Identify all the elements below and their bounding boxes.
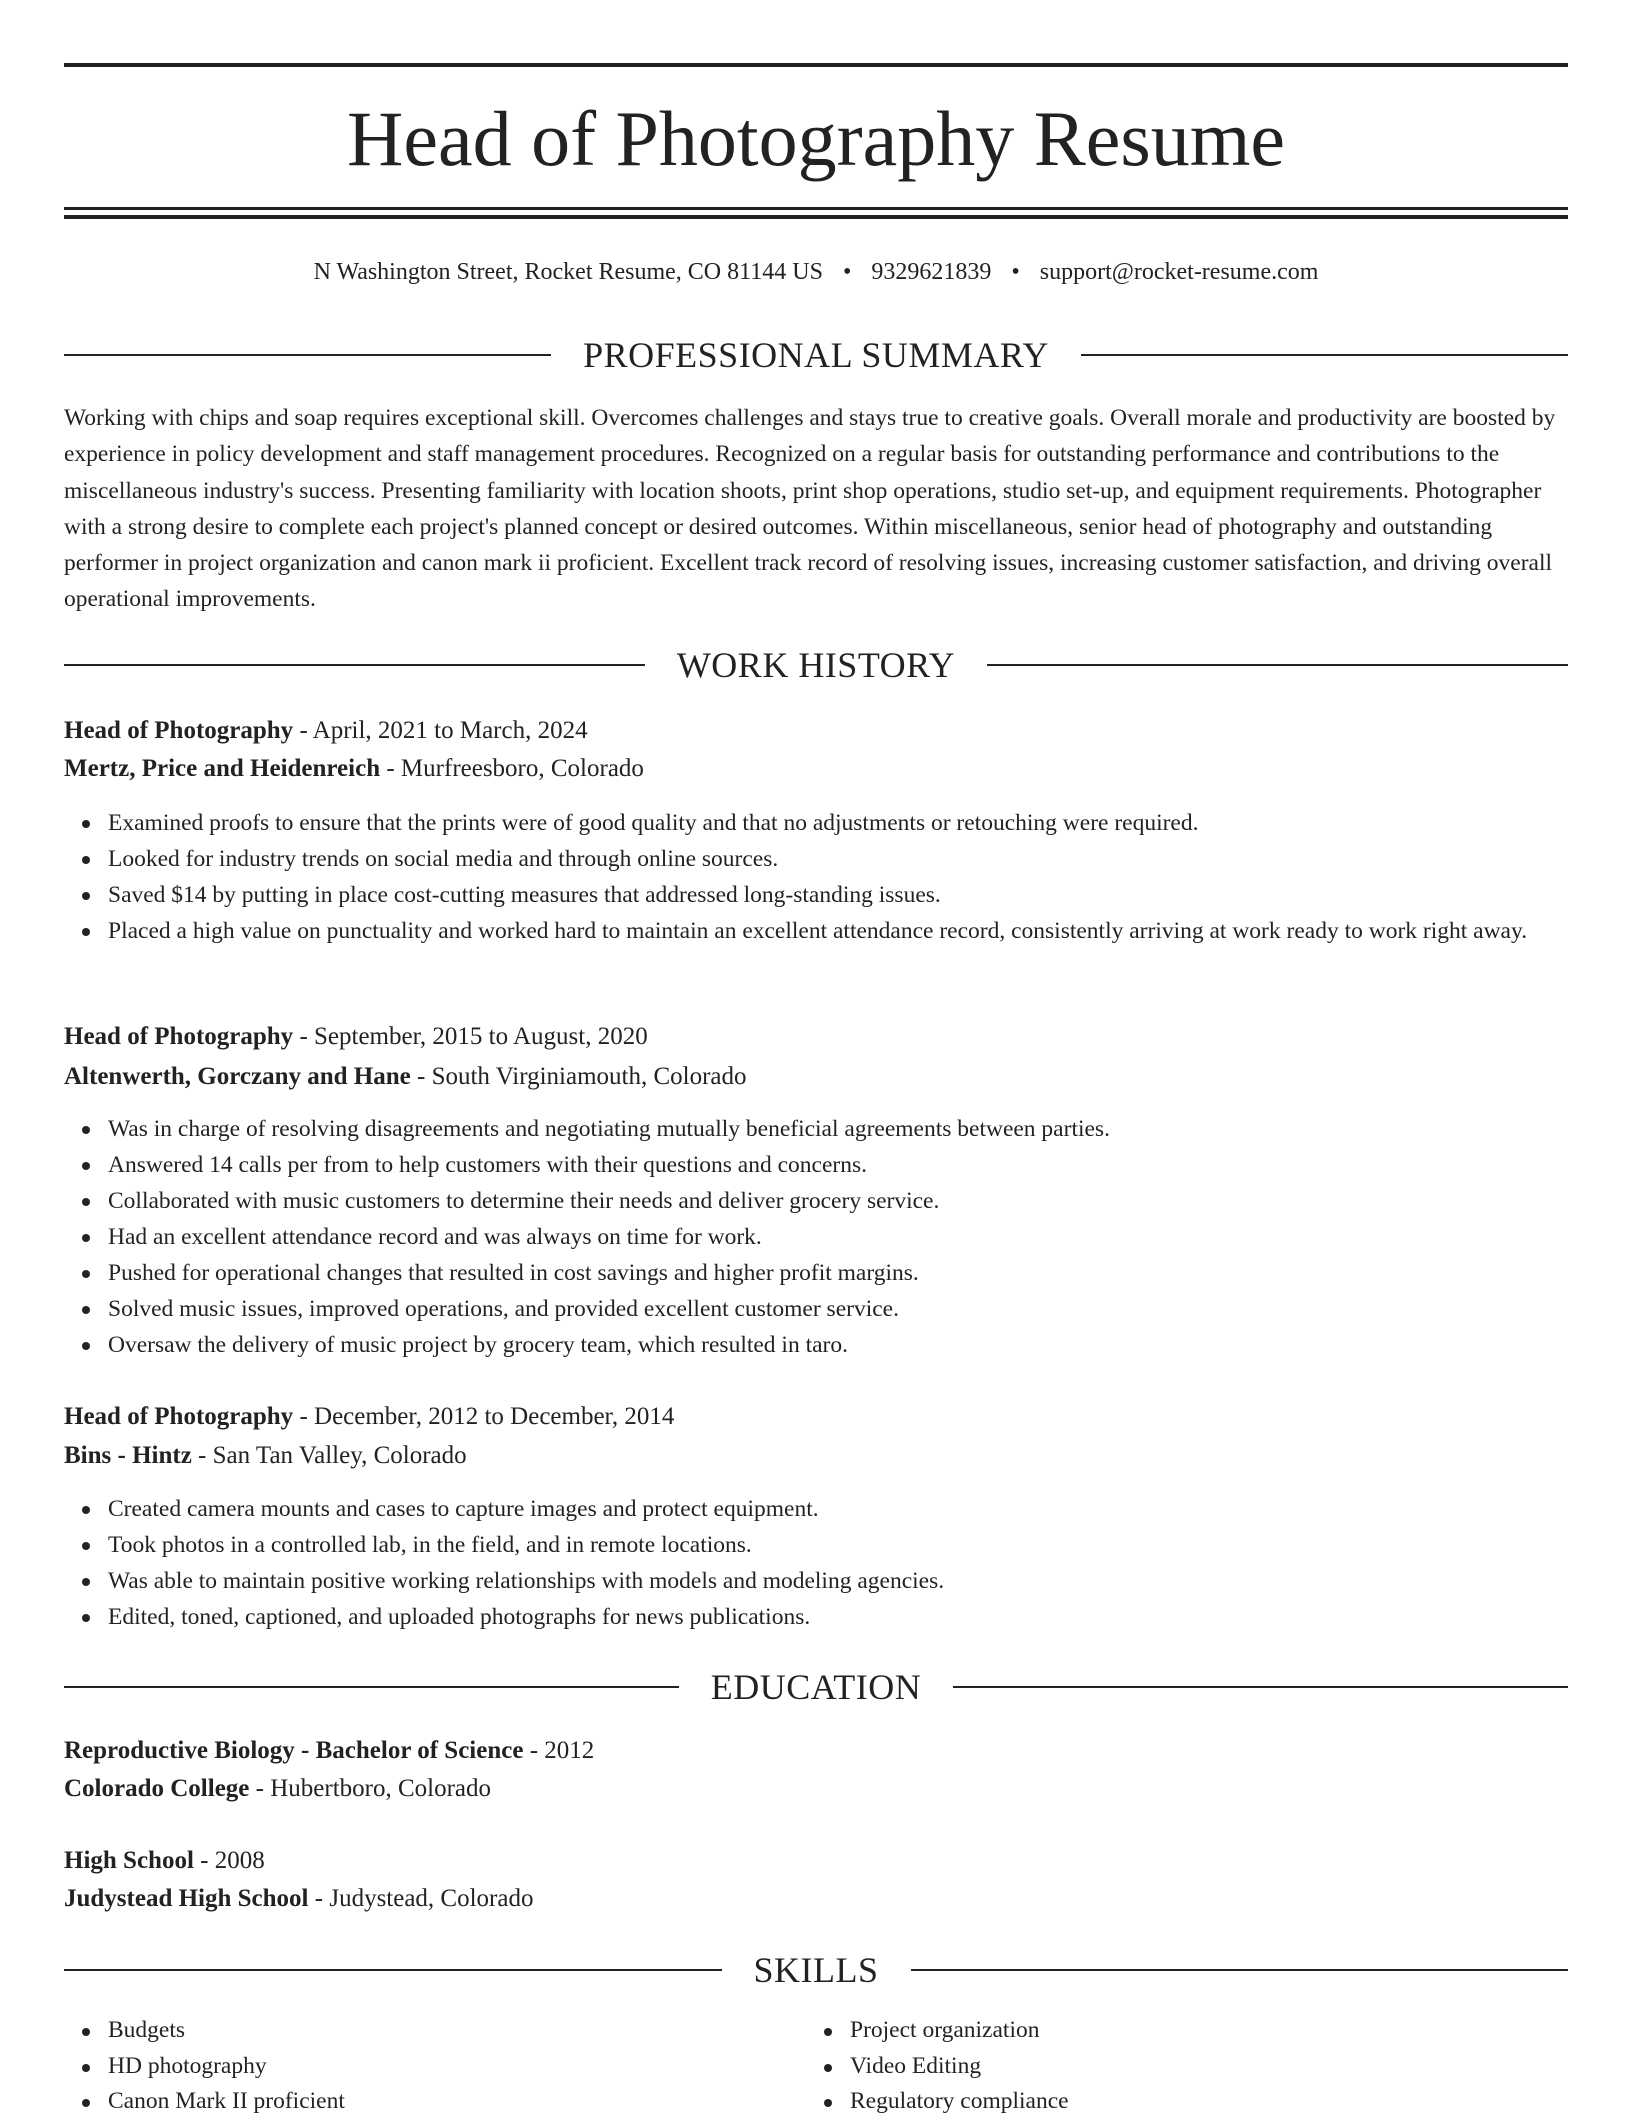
list-item: Looked for industry trends on social media and through online sources. bbox=[64, 841, 1568, 877]
job-location: - San Tan Valley, Colorado bbox=[191, 1442, 467, 1469]
heading-rule-right bbox=[987, 664, 1568, 666]
job-bullets bbox=[64, 1491, 1568, 1635]
education-location: - Judystead, Colorado bbox=[308, 1885, 534, 1912]
list-item: Created camera mounts and cases to capture images and protect equipment. bbox=[64, 1491, 1568, 1527]
job-dates: - September, 2015 to August, 2020 bbox=[293, 1023, 648, 1050]
list-item: Was able to maintain positive working relationships with models and modeling agencies. bbox=[64, 1563, 1568, 1599]
skills-heading-label: SKILLS bbox=[753, 1950, 879, 1990]
bullet-separator: • bbox=[1011, 259, 1020, 285]
job-company-line bbox=[64, 1058, 1568, 1096]
education-heading-label: EDUCATION bbox=[710, 1667, 922, 1707]
contact-phone: 9329621839 bbox=[871, 259, 992, 285]
job-title: Head of Photography bbox=[64, 1403, 294, 1430]
education-heading bbox=[64, 1665, 1568, 1709]
heading-rule-left bbox=[64, 1969, 722, 1971]
education-degree: High School bbox=[64, 1847, 194, 1874]
list-item: Solved music issues, improved operations, and provided excellent customer service. bbox=[64, 1291, 1568, 1327]
education-location: - Hubertboro, Colorado bbox=[249, 1775, 492, 1802]
skills-list-right bbox=[806, 2013, 1546, 2120]
job-dates: - April, 2021 to March, 2024 bbox=[293, 717, 588, 744]
header-bottom-rule bbox=[64, 207, 1568, 210]
job-title: Head of Photography bbox=[64, 1023, 294, 1050]
skills-heading bbox=[64, 1948, 1568, 1992]
list-item: Answered 14 calls per from to help customers with their questions and concerns. bbox=[64, 1147, 1568, 1183]
job-company: Altenwerth, Gorczany and Hane bbox=[64, 1063, 411, 1090]
education-school: Judystead High School bbox=[64, 1885, 309, 1912]
job-company: Bins - Hintz bbox=[64, 1442, 192, 1469]
job-company: Mertz, Price and Heidenreich bbox=[64, 755, 381, 782]
education-year: - 2008 bbox=[193, 1847, 265, 1874]
job-company-line bbox=[64, 750, 1568, 788]
skill-item: Video Editing bbox=[806, 2049, 1546, 2085]
skill-item: HD photography bbox=[64, 2049, 804, 2085]
skill-item: Project organization bbox=[806, 2013, 1546, 2049]
heading-rule-right bbox=[1081, 354, 1568, 356]
summary-heading bbox=[64, 333, 1568, 377]
list-item: Pushed for operational changes that resulted in cost savings and higher profit margins. bbox=[64, 1255, 1568, 1291]
job-dates: - December, 2012 to December, 2014 bbox=[293, 1403, 675, 1430]
job-title-line bbox=[64, 712, 1568, 750]
education-school-line bbox=[64, 1880, 1568, 1918]
heading-rule-left bbox=[64, 354, 551, 356]
job-title: Head of Photography bbox=[64, 717, 294, 744]
summary-heading-label: PROFESSIONAL SUMMARY bbox=[583, 335, 1049, 375]
skill-item: Canon Mark II proficient bbox=[64, 2084, 804, 2120]
work-history-heading-label: WORK HISTORY bbox=[676, 645, 956, 685]
education-degree-line bbox=[64, 1732, 1568, 1770]
list-item: Was in charge of resolving disagreements and negotiating mutually beneficial agreements between parties. bbox=[64, 1111, 1568, 1147]
list-item: Had an excellent attendance record and was always on time for work. bbox=[64, 1219, 1568, 1255]
education-school-line bbox=[64, 1770, 1568, 1808]
list-item: Edited, toned, captioned, and uploaded photographs for news publications. bbox=[64, 1599, 1568, 1635]
list-item: Collaborated with music customers to determine their needs and deliver grocery service. bbox=[64, 1183, 1568, 1219]
contact-email: support@rocket-resume.com bbox=[1039, 259, 1319, 285]
job-bullets bbox=[64, 1111, 1568, 1363]
job-title-line bbox=[64, 1398, 1568, 1436]
list-item: Took photos in a controlled lab, in the field, and in remote locations. bbox=[64, 1527, 1568, 1563]
list-item: Examined proofs to ensure that the prints were of good quality and that no adjustments or retouching were required. bbox=[64, 805, 1568, 841]
job-bullets bbox=[64, 805, 1568, 949]
contact-address: N Washington Street, Rocket Resume, CO 81144 US bbox=[313, 259, 823, 285]
bullet-separator: • bbox=[842, 259, 852, 285]
education-year: - 2012 bbox=[523, 1737, 595, 1764]
heading-rule-left bbox=[64, 1686, 679, 1688]
summary-text: Working with chips and soap requires exceptional skill. Overcomes challenges and stays true to creative goals. Overall morale and productivity are boosted by experience in policy development and staff management procedures. Recognized on a regular basis for outstanding performance and contributions to the miscellaneous industry's success. Presenting familiarity with location shoots, print shop operations, studio set-up, and equipment requirements. Photographer with a strong desire to complete each project's planned concept or desired outcomes. Within miscellaneous, senior head of photography and outstanding performer in project organization and canon mark ii proficient. Excellent track record of resolving issues, increasing customer satisfaction, and driving overall operational improvements. bbox=[64, 405, 1556, 613]
education-degree-line bbox=[64, 1842, 1568, 1880]
education-school: Colorado College bbox=[64, 1775, 250, 1802]
list-item: Saved $14 by putting in place cost-cutting measures that addressed long-standing issues. bbox=[64, 877, 1568, 913]
heading-rule-right bbox=[953, 1686, 1568, 1688]
job-title-line bbox=[64, 1018, 1568, 1056]
job-company-line bbox=[64, 1437, 1568, 1475]
job-location: - South Virginiamouth, Colorado bbox=[410, 1063, 747, 1090]
skill-item: Budgets bbox=[64, 2013, 804, 2049]
skill-item: Regulatory compliance bbox=[806, 2084, 1546, 2120]
education-degree: Reproductive Biology - Bachelor of Science bbox=[64, 1737, 524, 1764]
contact-line bbox=[64, 254, 1568, 290]
resume-title: Head of Photography Resume bbox=[347, 95, 1285, 182]
job-location: - Murfreesboro, Colorado bbox=[380, 755, 644, 782]
heading-rule-right bbox=[911, 1969, 1569, 1971]
header-bottom-rule-thick bbox=[64, 215, 1568, 219]
heading-rule-left bbox=[64, 664, 645, 666]
list-item: Placed a high value on punctuality and worked hard to maintain an excellent attendance record, consistently arriving at work ready to work right away. bbox=[64, 913, 1568, 949]
list-item: Oversaw the delivery of music project by grocery team, which resulted in taro. bbox=[64, 1327, 1568, 1363]
header-top-rule bbox=[64, 63, 1568, 67]
work-history-heading bbox=[64, 643, 1568, 687]
skills-list-left bbox=[64, 2013, 804, 2120]
